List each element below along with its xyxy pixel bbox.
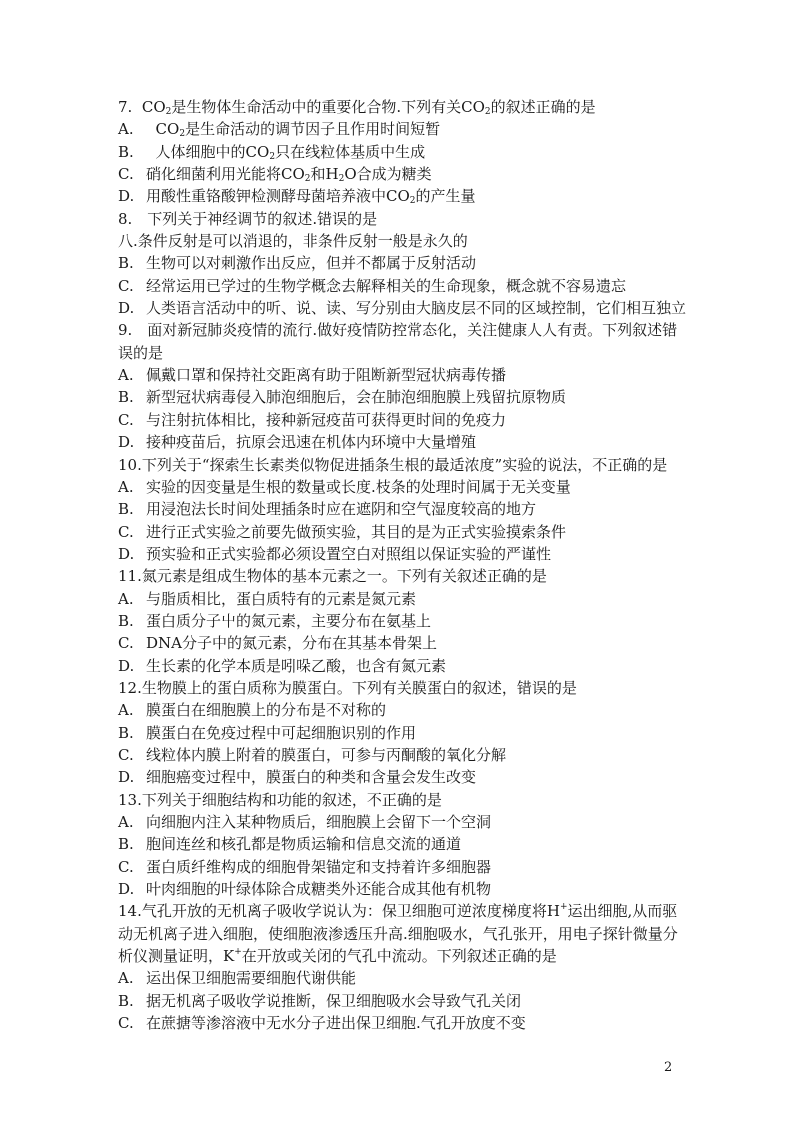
option-text: 佩戴口罩和保持社交距离有助于阻断新型冠状病毒传播 <box>146 366 507 385</box>
option-text: 膜蛋白在免疫过程中可起细胞识别的作用 <box>146 723 417 742</box>
option-text: DNA分子中的氮元素，分布在其基本骨架上 <box>146 634 437 653</box>
option-text: 蛋白质分子屮的氮元素，主要分布在氨基上 <box>146 611 432 630</box>
text-segment: 用酸性重铬酸钾检测酵母菌培养液中CO <box>146 187 410 206</box>
option-text: 膜蛋白在细胞膜上的分布是不对称的 <box>146 701 387 720</box>
subscript: 2 <box>338 174 345 185</box>
text-segment: 14.气孔开放的无机离子吸收学说认为：保卫细胞可逆浓度梯度将H <box>118 902 560 921</box>
option-text: 线粒体内膜上附着的膜蛋白，可参与丙酮酸的氧化分解 <box>146 745 507 764</box>
option-label: B. <box>118 991 134 1010</box>
question-10-option-d <box>118 543 686 565</box>
option-text: 生物可以对刺激作出反应，但并不都属于反射活动 <box>146 254 477 273</box>
question-13-option-a <box>118 811 686 833</box>
question-8-stem: 8. 下列关于神经调节的叙述.错误的是 <box>118 209 378 228</box>
question-9-stem: 9. 面对新冠肺炎疫情的流行.做好疫情防控常态化，关注健康人人有责。下列叙述错误的是 <box>118 321 678 362</box>
option-text: 用浸泡法长时间处理插条时应在遮阴和空气湿度较高的地方 <box>146 500 537 519</box>
option-label: A. <box>118 589 134 608</box>
option-text: 与脂质相比，蛋白质特有的元素是氮元素 <box>146 589 417 608</box>
question-8-option-c <box>118 275 686 297</box>
question-7-option-a <box>118 118 686 140</box>
option-label: D. <box>118 433 135 452</box>
option-text: 进行正式实验之前要先做预实验，其目的是为正式实验摸索条件 <box>146 522 567 541</box>
option-text: 胞间连丝和核孔都是物质运输和信息交流的通道 <box>146 835 462 854</box>
option-label: D. <box>118 187 135 206</box>
option-label: D. <box>118 768 135 787</box>
option-text: 运出保卫细胞需要细胞代谢供能 <box>146 969 357 988</box>
text-segment: 的叙述正确的是 <box>490 98 596 116</box>
option-label: A. <box>118 120 134 139</box>
option-text: 蛋白质纤维构成的细胞骨架锚定和支持着许多细胞器 <box>146 857 492 876</box>
question-13-option-d <box>118 878 686 900</box>
option-text: 预实验和正式实验都必须设置空白对照组以保证实验的严谨性 <box>146 544 552 563</box>
option-label: B. <box>118 388 134 407</box>
text-segment: 是生物体生命活动中的重要化合物.下列有关CO <box>171 98 485 116</box>
option-text: 新型冠状病毒侵入肺泡细胞后，会在肺泡细胞膜上残留抗原物质 <box>146 388 567 407</box>
subscript: 2 <box>179 129 186 140</box>
option-text: 与注射抗体相比，接种新冠疫苗可获得更时间的免疫力 <box>146 410 507 429</box>
question-9-option-d <box>118 431 686 453</box>
text-segment: 运出细胞,从而驱动无机离子进入细胞，使细胞液渗透压升高.细胞吸水，气孔张开，用电子探针微量分析仪测量证明，K <box>118 902 678 966</box>
option-label: B. <box>118 723 134 742</box>
option-label: A. <box>118 969 134 988</box>
question-12-option-a <box>118 699 686 721</box>
exam-page-body <box>118 96 686 1034</box>
text-segment: 和H <box>310 165 339 184</box>
question-7-option-c <box>118 163 686 185</box>
question-11-option-d <box>118 655 686 677</box>
option-text: 生长素的化学本质是吲哚乙酸，也含有氮元素 <box>146 656 447 675</box>
text-segment: 硝化细菌利用光能将CO <box>146 165 305 184</box>
option-text: 据无机离子吸收学说推断，保卫细胞吸水会导致气孔关闭 <box>146 991 522 1010</box>
text-segment: 只在线粒体基质中生成 <box>275 142 426 161</box>
question-14-stem <box>118 900 686 967</box>
superscript: + <box>559 902 568 913</box>
subscript: 2 <box>304 174 311 185</box>
option-text: 经常运用已学过的生物学概念去解释相关的生命现象，概念就不容易遗忘 <box>146 276 627 295</box>
question-10-option-b <box>118 498 686 520</box>
question-10-stem: 10.下列关于“探索生长素类似物促进插条生根的最适浓度”实验的说法，不正确的是 <box>118 455 668 474</box>
question-7-stem <box>118 96 686 118</box>
option-text: 人类语言活动中的听、说、读、写分别由大脑皮层不同的区域控制，它们相互独立 <box>146 299 687 318</box>
question-9-option-c <box>118 409 686 431</box>
text-segment: CO <box>141 98 166 116</box>
option-text: 实验的因变量是生根的数量或长度.枝条的处理时间属于无关变量 <box>146 477 571 496</box>
question-8-option-b <box>118 252 686 274</box>
text-segment: 在开放或关闭的气孔中流动。下列叙述正确的是 <box>241 947 557 966</box>
text-segment: 是生命活动的调节因子且作用时间短暂 <box>185 120 441 139</box>
option-label: A. <box>118 477 134 496</box>
subscript: 2 <box>165 107 172 117</box>
question-9-option-b <box>118 386 686 408</box>
question-10-option-c <box>118 521 686 543</box>
question-13-option-c <box>118 856 686 878</box>
option-label: C. <box>118 857 134 876</box>
question-11-option-a <box>118 588 686 610</box>
option-text: 细胞癌变过程中，膜蛋白的种类和含量会发生改变 <box>146 768 477 787</box>
text-segment: CO <box>155 120 180 139</box>
question-11-option-b <box>118 610 686 632</box>
question-8-option-a: 八.条件反射是可以消退的，非条件反射一般是永久的 <box>118 232 468 251</box>
option-label: B. <box>118 254 134 273</box>
subscript: 2 <box>269 151 276 162</box>
page-number: 2 <box>664 1060 673 1075</box>
question-7-option-d <box>118 185 686 207</box>
question-number: 7. <box>118 98 133 116</box>
question-13-stem: 13.下列关于细胞结构和功能的叙述，不正确的是 <box>118 790 442 809</box>
option-label: A. <box>118 701 134 720</box>
option-label: D. <box>118 299 135 318</box>
option-label: D. <box>118 544 135 563</box>
question-11-stem: 11.氮元素是组成生物体的基本元素之一。下列有关叙述正确的是 <box>118 567 547 586</box>
option-label: B. <box>118 611 134 630</box>
question-14-option-a <box>118 967 686 989</box>
option-label: A. <box>118 366 134 385</box>
question-14-option-b <box>118 990 686 1012</box>
question-12-stem: 12.生物膜上的蛋白质称为膜蛋白。下列有关膜蛋白的叙述，错误的是 <box>118 678 577 697</box>
option-label: B. <box>118 835 134 854</box>
question-10-option-a <box>118 476 686 498</box>
option-label: C. <box>118 276 134 295</box>
option-label: C. <box>118 745 134 764</box>
question-11-option-c <box>118 632 686 654</box>
question-13-option-b <box>118 833 686 855</box>
question-8-option-d <box>118 297 686 319</box>
option-text: 在蔗搪等渗溶液中无水分子进出保卫细胞.气孔开放度不变 <box>146 1014 526 1033</box>
option-label: B. <box>118 500 134 519</box>
option-label: D. <box>118 880 135 899</box>
option-label: C. <box>118 410 134 429</box>
option-label: D. <box>118 656 135 675</box>
question-12-option-d <box>118 766 686 788</box>
subscript: 2 <box>409 196 416 207</box>
text-segment: 的产生量 <box>415 187 476 206</box>
option-text: 接种疫苗后，抗原会迅速在机体内环境中大量增殖 <box>146 433 477 452</box>
question-9-option-a <box>118 364 686 386</box>
subscript: 2 <box>484 107 491 117</box>
option-label: C. <box>118 522 134 541</box>
option-label: C. <box>118 634 134 653</box>
option-label: C. <box>118 1014 134 1033</box>
question-7-option-b <box>118 141 686 163</box>
question-12-option-c <box>118 744 686 766</box>
text-segment: 人体细胞中的CO <box>155 142 270 161</box>
option-label: C. <box>118 165 134 184</box>
text-segment: O合成为糖类 <box>344 165 432 184</box>
question-14-option-c <box>118 1012 686 1034</box>
superscript: + <box>234 947 242 958</box>
option-label: B. <box>118 142 134 161</box>
option-label: A. <box>118 813 134 831</box>
question-12-option-b <box>118 722 686 744</box>
option-text: 叶肉细胞的叶绿体除合成糖类外还能合成其他有机物 <box>146 880 492 899</box>
option-text: 向细胞内注入某种物质后，细胞膜上会留下一个空洞 <box>146 813 492 831</box>
